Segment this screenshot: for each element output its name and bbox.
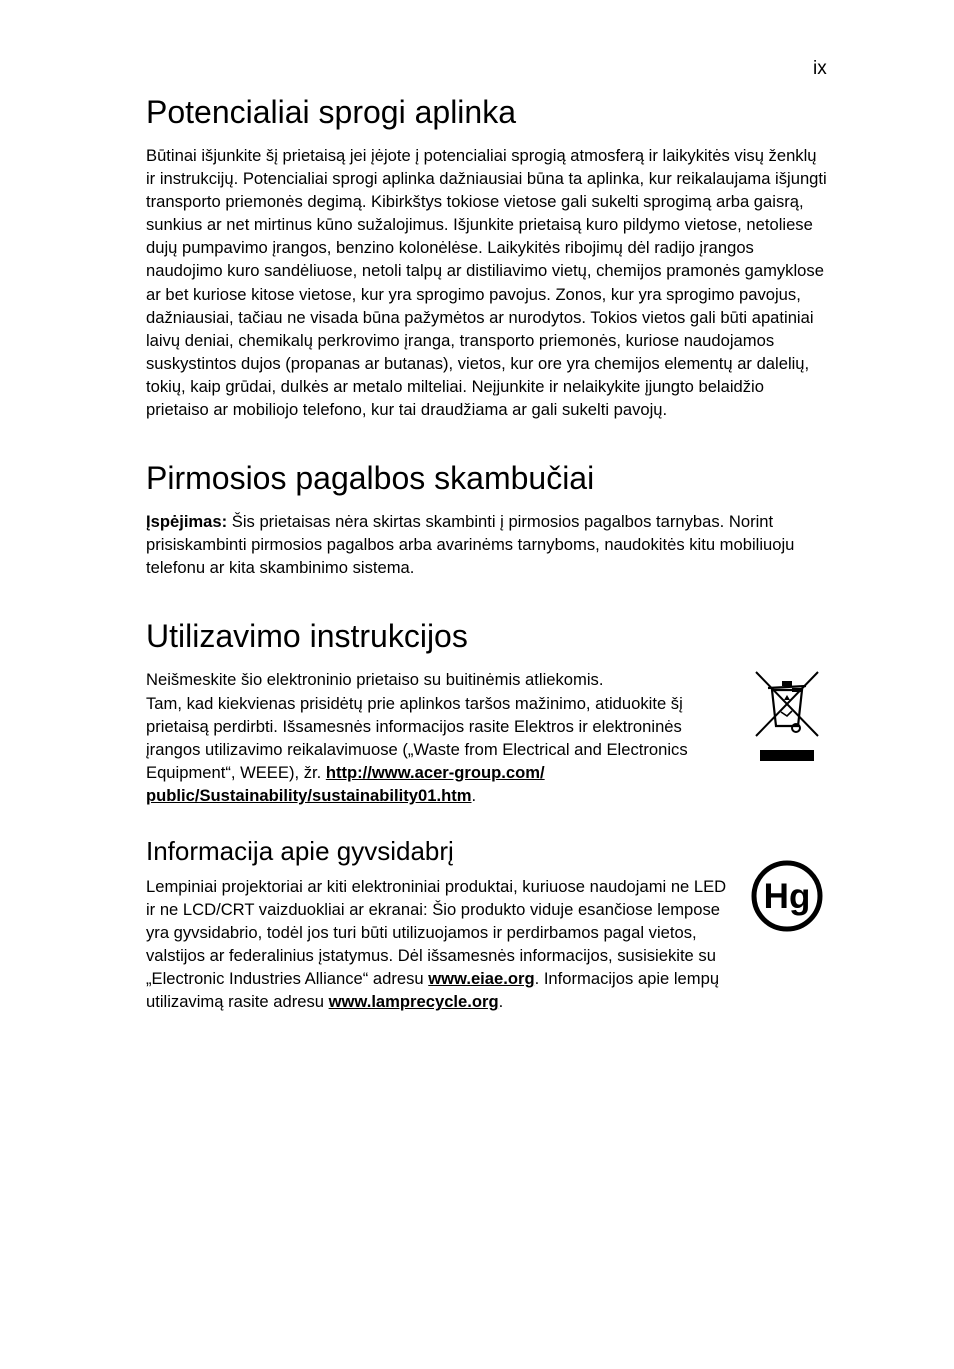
mercury-mid: . Informacijos apie lempų utilizavimą rasite adresu [146, 969, 720, 1012]
mercury-body-text: Lempiniai projektoriai ar kiti elektroniniai produktai, kuriuose naudojami ne LED ir ne LCD/CRT vaizduokliai ar ekranai: Šio produkto viduje esančiose lempose yra gyvsidabrio, todėl jos turi būti utilizuojamos ir perdirbamos pagal vietos, valstijos ar federalinius įstatymus. Dėl išsamesnės informacijos, susisiekite su „Electronic Industries Alliance“ adresu [146, 876, 727, 989]
section-body: Būtinai išjunkite šį prietaisą jei įėjote į potencialiai sprogią atmosferą ir laikykitės visų ženklų ir instrukcijų. Potencialiai sprogi aplinka dažniausiai būna ta aplinka, kur reikalaujama išjungti transporto priemonės degimą. Kibirkštys tokiose vietose gali sukelti sprogimą arba gaisrą, sunkius ar net mirtinus kūno sužalojimus. Išjunkite prietaisą kuro pildymo vietose, netoliese dujų pumpavimo įrangos, benzino kolonėlėse. Laikykitės ribojimų dėl radijo įrangos naudojimo kuro sandėliuose, netoli talpų ar distiliavimo vietų, chemijos pramonės gamyklose ar bet kuriose kitose vietose, kur yra sprogimo pavojus. Zonos, kur yra sprogimo pavojus, dažniausiai, tačiau ne visada būna pažymėtos ar nurodytos. Tokios vietos gali būti apatiniai laivų deniai, chemikalų perkrovimo įranga, transporto priemonės, kuriose naudojamos suskystintos dujos (propanas ar butanas), vietos, kur ore yra chemijos elementų ar dalelių, tokių, kaip grūdai, dulkės ar metalo milteliai. Neįjunkite ir nelaikykite įjungto belaidžio prietaiso ar mobiliojo telefono, kur tai draudžiama ar gali sukelti pavojų. [146, 146, 827, 420]
warning-text: Šis prietaisas nėra skirtas skambinti į pirmosios pagalbos tarnybas. Norint prisiskambinti pirmosios pagalbos arba avarinėms tarnyboms, naudokitės kitu mobiliuoju telefonu ar kita skambinimo sistema. [146, 512, 795, 578]
weee-crossed-bin-icon [754, 668, 820, 764]
warning-label: Įspėjimas: [146, 512, 228, 532]
disposal-tail: . [471, 785, 477, 805]
document-content [146, 92, 830, 1014]
mercury-hg-icon [750, 859, 824, 933]
section-title: Potencialiai sprogi aplinka [146, 94, 516, 130]
page-number: ix [813, 58, 827, 79]
lamprecycle-link[interactable]: www.lamprecycle.org [328, 992, 499, 1012]
section-mercury-information [146, 835, 830, 1014]
disposal-text [146, 668, 730, 807]
mercury-body [146, 875, 830, 1014]
disposal-body [146, 692, 730, 807]
mercury-text-wrap [146, 875, 730, 1014]
section-title: Utilizavimo instrukcijos [146, 618, 468, 655]
section-disposal-instructions [146, 616, 830, 807]
section-title: Pirmosios pagalbos skambučiai [146, 460, 595, 497]
disposal-body-text: Tam, kad kiekvienas prisidėtų prie aplinkos taršos mažinimo, atiduokite šį prietaisą perdirbti. Išsamesnės informacijos rasite Elektros ir elektroninės įrangos utilizavimo reikalavimuose („Waste from Electrical and Electronics Equipment“, WEEE), žr. [146, 693, 688, 782]
section-title: Informacija apie gyvsidabrį [146, 835, 454, 866]
section-explosive-environment [146, 92, 830, 421]
eiae-link[interactable]: www.eiae.org [428, 969, 535, 989]
section-emergency-calls [146, 458, 830, 579]
disposal-line1: Neišmeskite šio elektroninio prietaiso su buitinėmis atliekomis. [146, 670, 604, 690]
section-body [146, 510, 830, 579]
mercury-tail: . [498, 992, 504, 1012]
sustainability-link[interactable]: http://www.acer-group.com/ public/Sustainability/sustainability01.htm [146, 762, 545, 805]
hg-symbol-text: Hg [763, 876, 811, 916]
